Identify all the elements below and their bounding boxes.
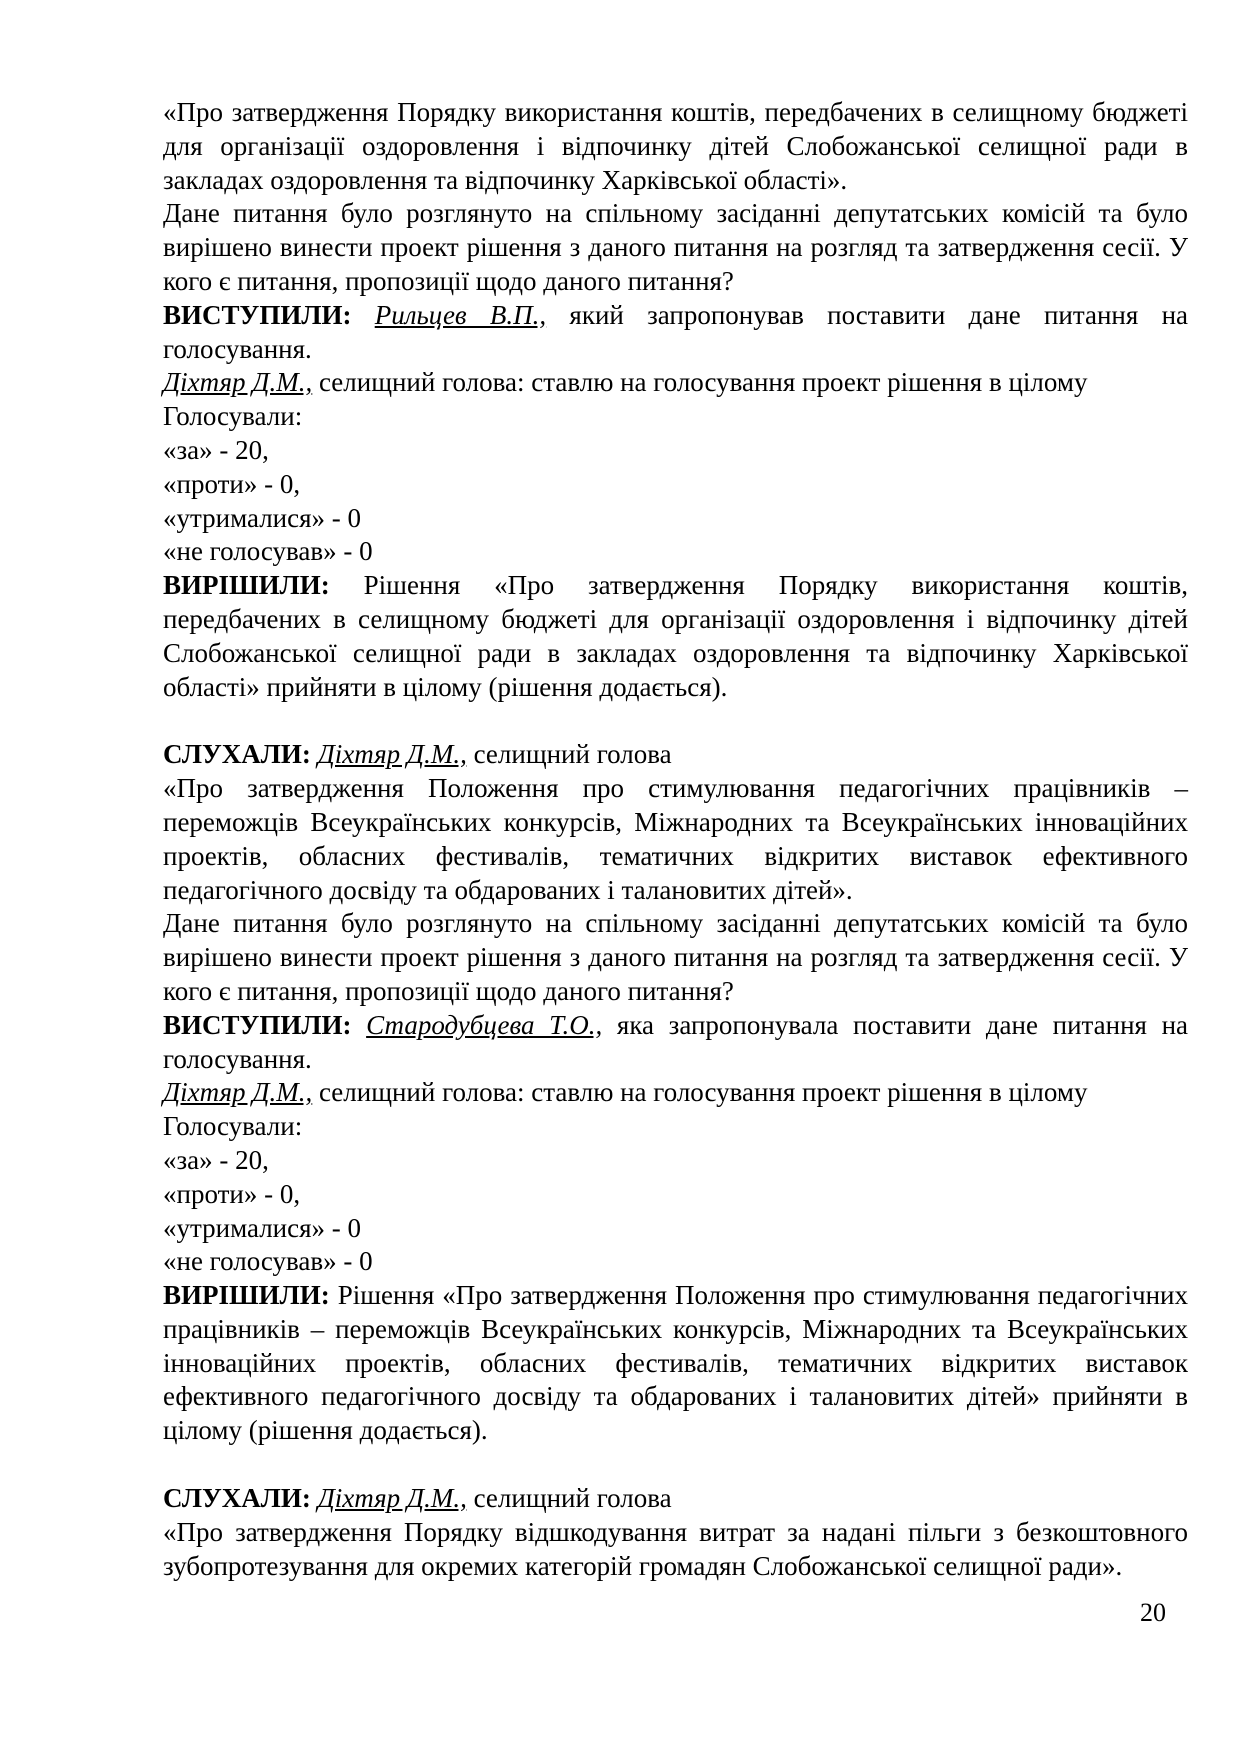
- voting-label: Голосували:: [163, 1111, 303, 1142]
- heard-text: селищний голова: [466, 739, 672, 770]
- vote-none: «не голосував» - 0: [163, 536, 373, 567]
- vote-abstain: «утрималися» - 0: [163, 502, 362, 533]
- decision-paragraph: [163, 1279, 1188, 1448]
- vote-none: «не голосував» - 0: [163, 1246, 373, 1277]
- page-number: 20: [1140, 1598, 1166, 1627]
- speaker-text: який запропонував поставити дане питання на голосування.: [163, 299, 1188, 364]
- heard-name: Діхтяр Д.М.,: [317, 739, 467, 770]
- speakers-paragraph: [163, 1009, 1188, 1077]
- chair-paragraph: [163, 366, 1188, 400]
- vote-against: «проти» - 0,: [163, 468, 301, 499]
- decided-label: ВИРІШИЛИ:: [163, 1280, 330, 1311]
- heard-label: СЛУХАЛИ:: [163, 1483, 311, 1514]
- agenda-item-title: «Про затвердження Порядку відшкодування витрат за надані пільги з безкоштовного зубопротезування для окремих категорій громадян Слобожанської селищної ради».: [163, 1516, 1188, 1581]
- speaker-text: яка запропонувала поставити дане питання на голосування.: [163, 1009, 1189, 1074]
- speaker-name: Стародубцева Т.О.,: [366, 1009, 603, 1040]
- decided-text: Рішення «Про затвердження Порядку використання коштів, передбачених в селищному бюджеті для організації оздоровлення і відпочинку дітей Слобожанської селищної ради в закладах оздоровлення та відпочинку Харківської області» прийняти в цілому (рішення додається).: [163, 570, 1188, 702]
- speakers-label: ВИСТУПИЛИ:: [163, 299, 352, 330]
- chair-paragraph: [163, 1076, 1188, 1110]
- vote-for: «за» - 20,: [163, 1144, 269, 1175]
- speakers-label: ВИСТУПИЛИ:: [163, 1009, 352, 1040]
- section-spacer: [163, 1448, 1188, 1482]
- agenda-item-title: «Про затвердження Порядку використання коштів, передбачених в селищному бюджеті для організації оздоровлення і відпочинку дітей Слобожанської селищної ради в закладах оздоровлення та відпочинку Харківської області».: [163, 97, 1188, 195]
- heard-label: СЛУХАЛИ:: [163, 739, 311, 770]
- voting-label: Голосували:: [163, 401, 303, 432]
- section-spacer: [163, 704, 1188, 738]
- discussion-text: Дане питання було розглянуто на спільному засіданні депутатських комісій та було вирішено винести проект рішення з даного питання на розгляд та затвердження сесії. У кого є питання, пропозиції щодо даного питання?: [163, 908, 1188, 1006]
- speakers-paragraph: [163, 299, 1188, 367]
- chair-text: селищний голова: ставлю на голосування проект рішення в цілому: [312, 1077, 1088, 1108]
- vote-against: «проти» - 0,: [163, 1178, 301, 1209]
- chair-name: Діхтяр Д.М.,: [163, 1077, 313, 1108]
- agenda-item-title: «Про затвердження Положення про стимулювання педагогічних працівників – переможців Всеукраїнських конкурсів, Міжнародних та Всеукраїнських інноваційних проектів, обласних фестивалів, тематичних відкритих виставок ефективного педагогічного досвіду та обдарованих і талановитих дітей».: [163, 773, 1188, 905]
- chair-text: селищний голова: ставлю на голосування проект рішення в цілому: [312, 367, 1088, 398]
- vote-for: «за» - 20,: [163, 434, 269, 465]
- decided-label: ВИРІШИЛИ:: [163, 570, 330, 601]
- decided-text: Рішення «Про затвердження Положення про стимулювання педагогічних працівників – переможців Всеукраїнських конкурсів, Міжнародних та Всеукраїнських інноваційних проектів, обласних фестивалів, тематичних відкритих виставок ефективного педагогічного досвіду та обдарованих і талановитих дітей» прийняти в цілому (рішення додається).: [163, 1280, 1188, 1446]
- decision-paragraph: [163, 569, 1188, 704]
- speaker-name: Рильцев В.П.,: [374, 299, 547, 330]
- heard-paragraph: [163, 1482, 1188, 1516]
- heard-name: Діхтяр Д.М.,: [317, 1483, 467, 1514]
- heard-paragraph: [163, 738, 1188, 772]
- vote-abstain: «утрималися» - 0: [163, 1212, 362, 1243]
- document-page: [163, 96, 1188, 1583]
- chair-name: Діхтяр Д.М.,: [163, 367, 313, 398]
- heard-text: селищний голова: [466, 1483, 672, 1514]
- discussion-text: Дане питання було розглянуто на спільному засіданні депутатських комісій та було вирішено винести проект рішення з даного питання на розгляд та затвердження сесії. У кого є питання, пропозиції щодо даного питання?: [163, 198, 1188, 296]
